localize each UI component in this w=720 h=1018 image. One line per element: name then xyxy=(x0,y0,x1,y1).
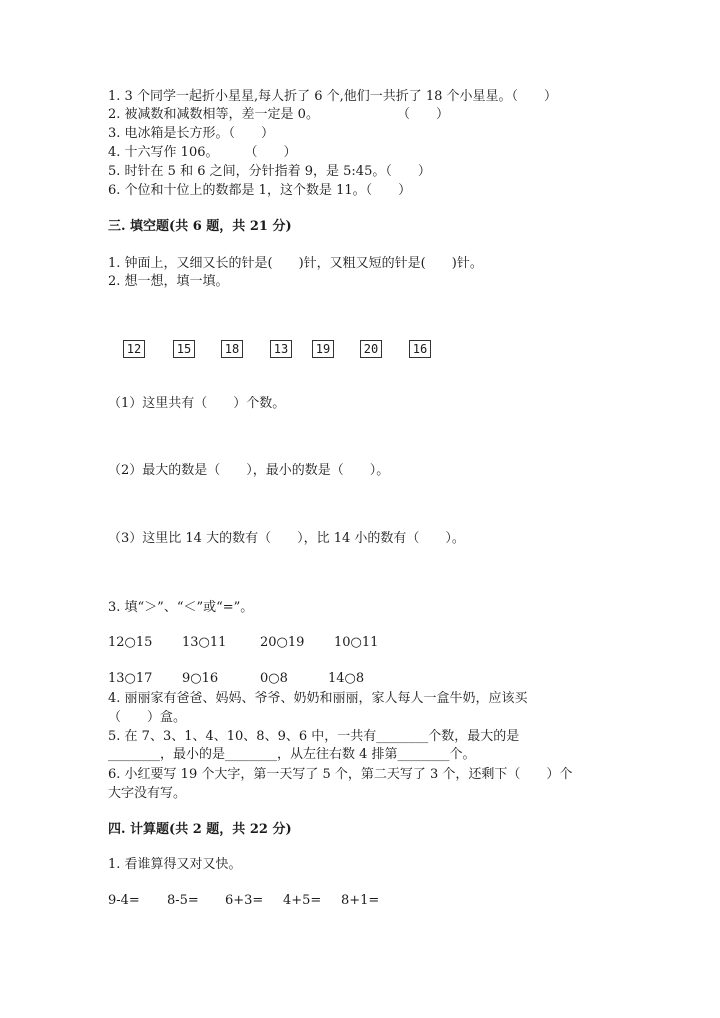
compare-item: 14○8 xyxy=(328,671,365,686)
judge-q4: 4. 十六写作 106。 （ ） xyxy=(108,145,297,160)
fill-sub1: （1）这里共有（ ）个数。 xyxy=(108,396,286,411)
fill-q5-line2: ________，最小的是________，从左往右数 4 排第________个。 xyxy=(108,747,476,762)
fill-heading: 三. 填空题(共 6 题，共 21 分) xyxy=(108,219,292,234)
compare-item: 12○15 xyxy=(108,635,153,650)
judge-q2: 2. 被减数和减数相等，差一定是 0。 （ ） xyxy=(108,107,449,122)
compare-item: 13○11 xyxy=(182,635,227,650)
fill-q3: 3. 填“＞”、“＜”或“=”。 xyxy=(108,600,254,615)
calc-item: 8+1= xyxy=(341,893,380,908)
fill-q5-line1: 5. 在 7、3、1、4、10、8、9、6 中，一共有________个数，最大的是 xyxy=(108,729,520,744)
number-card: 12 xyxy=(123,340,145,358)
calc-item: 4+5= xyxy=(283,893,322,908)
number-card: 16 xyxy=(409,340,431,358)
judge-q5: 5. 时针在 5 和 6 之间，分针指着 9，是 5:45。（ ） xyxy=(108,164,431,179)
calc-item: 6+3= xyxy=(225,893,264,908)
fill-q4-line2: （ ）盒。 xyxy=(108,710,187,725)
calc-item: 8-5= xyxy=(167,893,199,908)
fill-sub2: （2）最大的数是（ ），最小的数是（ ）。 xyxy=(108,463,390,478)
number-card: 20 xyxy=(360,340,382,358)
fill-sub3: （3）这里比 14 大的数有（ ），比 14 小的数有（ ）。 xyxy=(108,531,465,546)
judge-q1: 1. 3 个同学一起折小星星,每人折了 6 个,他们一共折了 18 个小星星。（ ） xyxy=(108,89,558,104)
judge-q3: 3. 电冰箱是长方形。（ ） xyxy=(108,126,275,141)
calc-heading: 四. 计算题(共 2 题，共 22 分) xyxy=(108,822,292,837)
fill-q1: 1. 钟面上，又细又长的针是( )针，又粗又短的针是( )针。 xyxy=(108,256,483,271)
calc-q1: 1. 看谁算得又对又快。 xyxy=(108,857,242,872)
number-card: 13 xyxy=(270,340,292,358)
compare-item: 9○16 xyxy=(182,671,219,686)
fill-q4-line1: 4. 丽丽家有爸爸、妈妈、爷爷、奶奶和丽丽，家人每人一盒牛奶，应该买 xyxy=(108,691,528,706)
number-card: 15 xyxy=(173,340,195,358)
number-card: 18 xyxy=(221,340,243,358)
compare-item: 20○19 xyxy=(260,635,305,650)
compare-item: 0○8 xyxy=(260,671,288,686)
calc-item: 9-4= xyxy=(108,893,140,908)
compare-item: 13○17 xyxy=(108,671,153,686)
judge-q6: 6. 个位和十位上的数都是 1，这个数是 11。（ ） xyxy=(108,183,412,198)
fill-q6-line1: 6. 小红要写 19 个大字，第一天写了 5 个，第二天写了 3 个，还剩下（ ）个 xyxy=(108,767,573,782)
fill-q6-line2: 大字没有写。 xyxy=(108,786,187,801)
fill-q2: 2. 想一想，填一填。 xyxy=(108,274,229,289)
compare-item: 10○11 xyxy=(334,635,379,650)
number-card: 19 xyxy=(312,340,334,358)
